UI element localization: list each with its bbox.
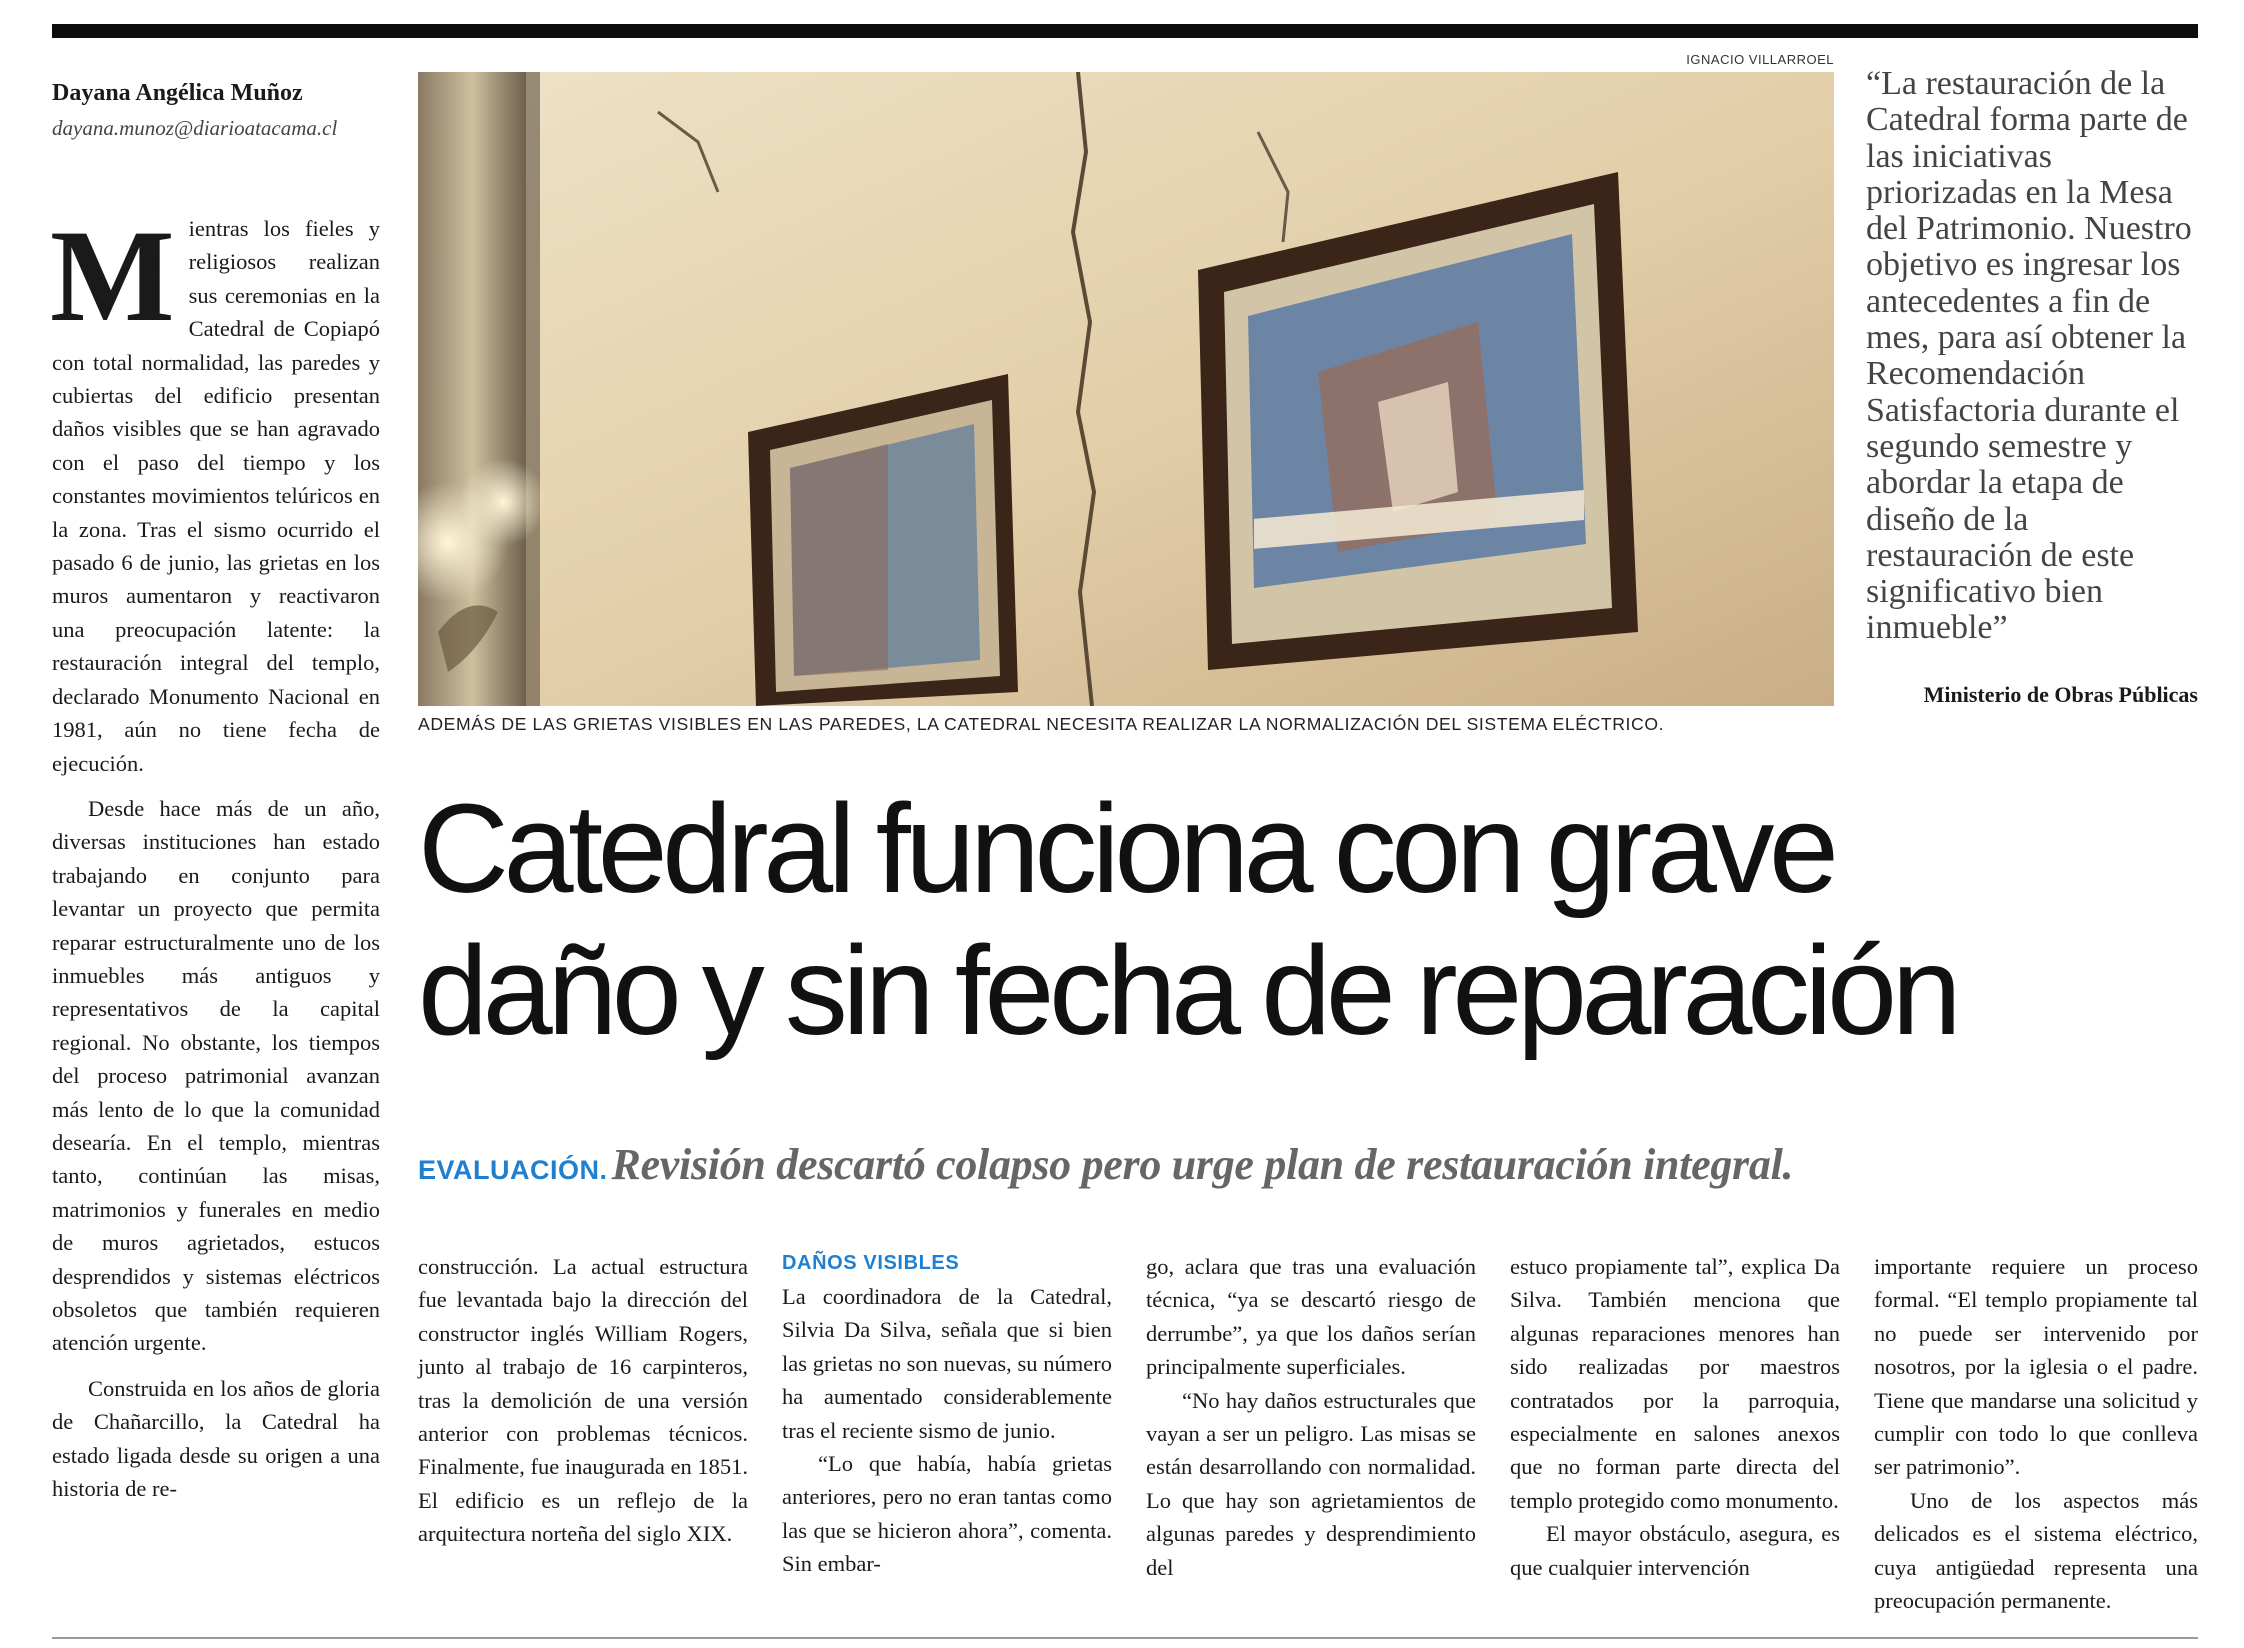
cathedral-wall-photo (418, 72, 1834, 706)
deck: Revisión descartó colapso pero urge plan de restauración integral. (611, 1140, 1794, 1189)
paragraph: Construida en los años de gloria de Chañarcillo, la Catedral ha estado ligada desde su origen a una historia de re- (52, 1375, 380, 1502)
paragraph: Mientras los fieles y religiosos realizan sus ceremonias en la Catedral de Copiapó con total normalidad, las paredes y cubiertas del edificio presentan daños visibles que se han agravado con el paso del tiempo y los constantes movimientos telúricos en la zona. Tras el sismo ocurrido el pasado 6 de junio, las grietas en los muros aumentaron y reactivaron una preocupación latente: la restauración integral del templo, declarado Monumento Nacional en 1981, aún no tiene fecha de ejecución. (50, 202, 380, 776)
photo-caption: ADEMÁS DE LAS GRIETAS VISIBLES EN LAS PAREDES, LA CATEDRAL NECESITA REALIZAR LA NORMALIZACIÓN DEL SISTEMA ELÉCTRICO. (418, 714, 1665, 734)
subhead (418, 1139, 2198, 1190)
body-column-2 (418, 1250, 748, 1551)
headline-line-1: Catedral funciona con grave (418, 778, 1834, 919)
body-column-3 (782, 1250, 1112, 1581)
paragraph: El mayor obstáculo, asegura, es que cualquier intervención (1510, 1521, 1840, 1580)
pull-quote-source: Ministerio de Obras Públicas (1923, 682, 2198, 707)
headline-line-2: daño y sin fecha de reparación (418, 920, 1957, 1061)
paragraph: construcción. La actual estructura fue levantada bajo la dirección del constructor inglés William Rogers, junto al trabajo de 16 carpinteros, tras la demolición de una versión anterior con problemas técnicos. Finalmente, fue inaugurada en 1851. El edificio es un reflejo de la arquitectura norteña del siglo XIX. (418, 1254, 748, 1547)
photo-illustration (418, 72, 1834, 706)
body-column-5 (1510, 1250, 1840, 1584)
photo-credit: IGNACIO VILLARROEL (1686, 52, 1834, 67)
body-column-4 (1146, 1250, 1476, 1584)
headline (418, 778, 2198, 1062)
paragraph: “Lo que había, había grietas anteriores, pero no eran tantas como las que se hicieron ahora”, comenta. Sin embar- (782, 1451, 1112, 1577)
paragraph: “No hay daños estructurales que vayan a ser un peligro. Las misas se están desarrollando con normalidad. Lo que hay son agrietamientos de algunas paredes y desprendimiento del (1146, 1387, 1476, 1580)
drop-cap: M (50, 202, 175, 349)
section-heading: DAÑOS VISIBLES (782, 1252, 960, 1274)
body-column-1 (50, 202, 380, 1505)
byline-author: Dayana Angélica Muñoz (52, 80, 303, 106)
paragraph: estuco propiamente tal”, explica Da Silva. También menciona que algunas reparaciones menores han sido realizadas por maestros contratados por la parroquia, especialmente en salones anexos que no forman parte directa del templo protegido como monumento. (1510, 1254, 1840, 1513)
top-rule (52, 24, 2198, 38)
paragraph: La coordinadora de la Catedral, Silvia Da Silva, señala que si bien las grietas no son nuevas, su número ha aumentado considerablemente tras el reciente sismo de junio. (782, 1284, 1112, 1443)
paragraph: Desde hace más de un año, diversas instituciones han estado trabajando en conjunto para levantar un proyecto que permita reparar estructuralmente uno de los inmuebles más antiguos y representativos de la capital regional. No obstante, los tiempos del proceso patrimonial avanzan más lento de lo que la comunidad desearía. En el templo, mientras tanto, continúan las misas, matrimonios y funerales en medio de muros agrietados, estucos desprendidos y sistemas eléctricos obsoletos que también requieren atención urgente. (52, 795, 380, 1356)
paragraph: go, aclara que tras una evaluación técnica, “ya se descartó riesgo de derrumbe”, ya que los daños serían principalmente superficiales. (1146, 1254, 1476, 1380)
pull-quote: “La restauración de la Catedral forma parte de las iniciativas priorizadas en la Mesa del Patrimonio. Nuestro objetivo es ingresar los antecedentes a fin de mes, para así obtener la Recomendación Satisfactoria durante el segundo semestre y abordar la etapa de diseño de la restauración de este significativo bien inmueble” (1866, 65, 2192, 647)
bottom-rule (52, 1637, 2198, 1639)
body-column-6 (1874, 1250, 2198, 1617)
paragraph: importante requiere un proceso formal. “El templo propiamente tal no puede ser intervenido por nosotros, por la iglesia o el padre. Tiene que mandarse una solicitud y cumplir con todo lo que conlleva ser patrimonio”. (1874, 1254, 2198, 1480)
byline-email[interactable]: dayana.munoz@diarioatacama.cl (52, 116, 338, 140)
paragraph: Uno de los aspectos más delicados es el sistema eléctrico, cuya antigüedad representa una preocupación permanente. (1874, 1487, 2198, 1614)
kicker: EVALUACIÓN. (418, 1155, 608, 1185)
